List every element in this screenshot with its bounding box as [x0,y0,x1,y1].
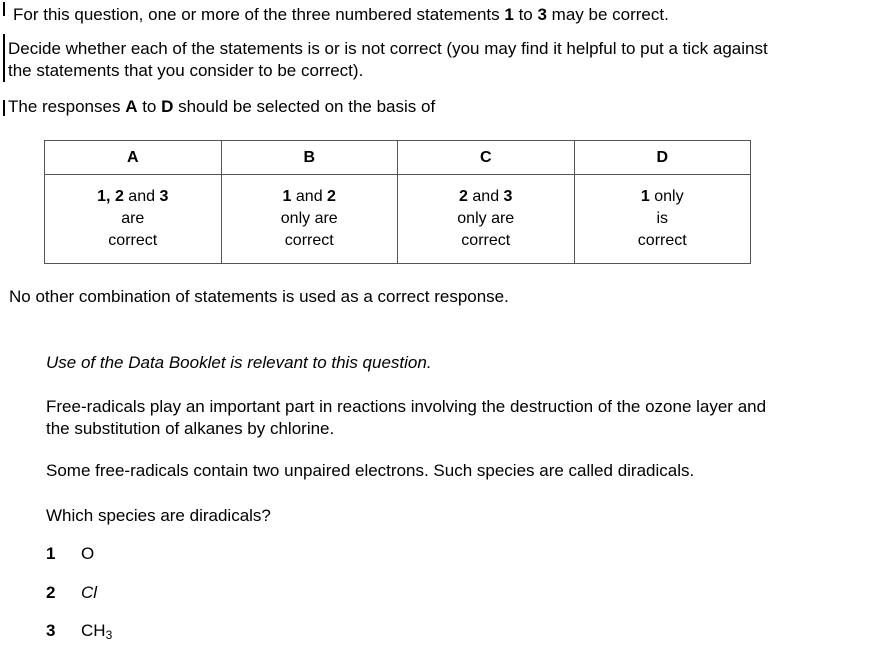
question-paragraph-1a: Free-radicals play an important part in reactions involving the destruction of the ozone layer and [46,397,767,416]
instruction-line-2: Decide whether each of the statements is or is not correct (you may find it helpful to put a tick against [8,39,768,58]
no-other-combination-note: No other combination of statements is used as a correct response. [9,287,509,306]
margin-bar [3,2,5,16]
response-letter: C [398,141,575,175]
margin-bar [3,34,5,82]
instruction-line-3: the statements that you consider to be correct). [8,61,364,80]
response-cell-c: 2 and 3 only are correct [398,175,575,264]
response-letter: A [45,141,222,175]
option-number: 2 [46,583,56,602]
response-cell-a: 1, 2 and 3 are correct [45,175,222,264]
response-letter: D [574,141,751,175]
response-cell-b: 1 and 2 only are correct [221,175,398,264]
instruction-line-1: For this question, one or more of the three numbered statements 1 to 3 may be correct. [13,5,669,24]
option-number: 3 [46,621,56,640]
option-number: 1 [46,544,56,563]
option-species: O [81,544,95,563]
response-key-table [44,140,751,264]
option-species: $CH_3$ [81,621,113,642]
data-booklet-note: Use of the Data Booklet is relevant to this question. [46,353,432,372]
response-letter: B [221,141,398,175]
question-prompt: Which species are diradicals? [46,506,271,525]
margin-bar [3,100,5,116]
question-paragraph-1b: the substitution of alkanes by chlorine. [46,419,335,438]
question-paragraph-2: Some free-radicals contain two unpaired electrons. Such species are called diradicals. [46,461,695,480]
option-species: Cl [81,583,98,602]
response-cell-d: 1 only is correct [574,175,751,264]
instruction-line-4: The responses A to D should be selected on the basis of [8,97,436,116]
